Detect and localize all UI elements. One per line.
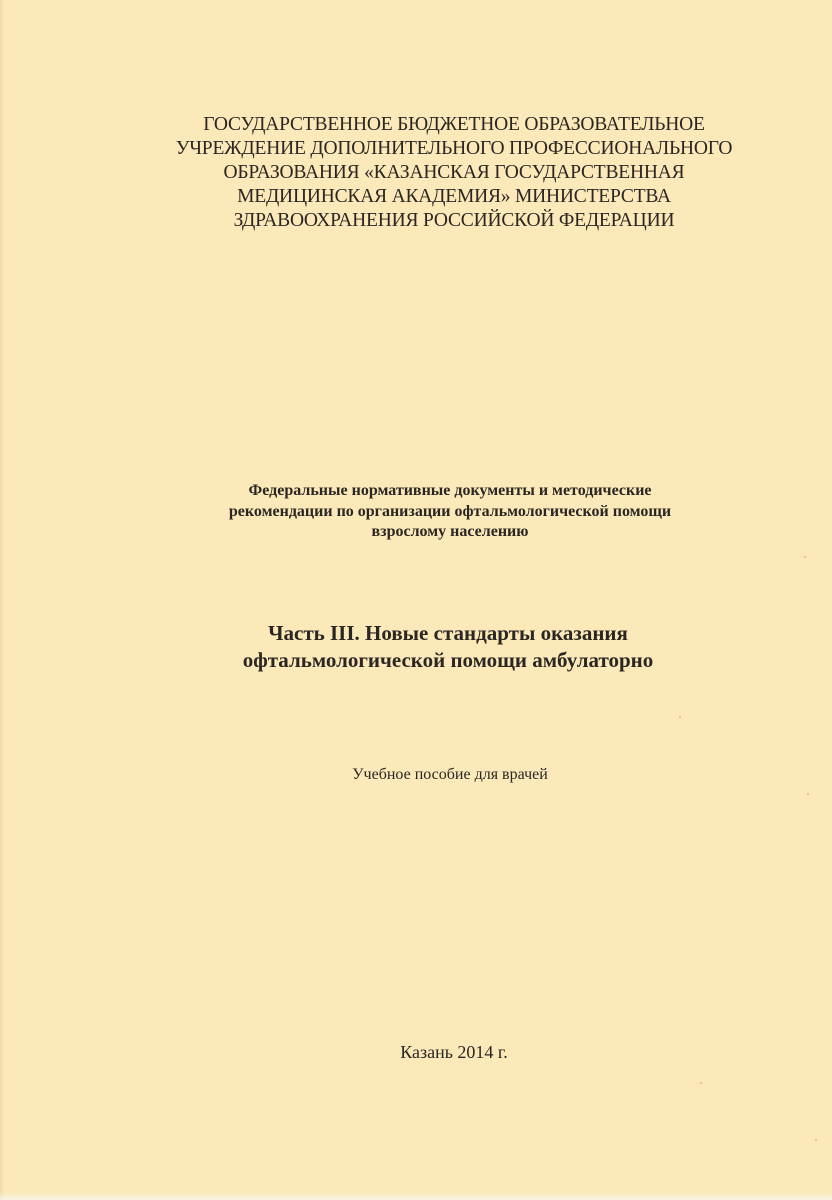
paper-speck	[679, 716, 681, 718]
paper-speck	[804, 556, 806, 558]
series-title-line: взрослому населению	[371, 523, 529, 540]
institution-line: ОБРАЗОВАНИЯ «КАЗАНСКАЯ ГОСУДАРСТВЕННАЯ	[223, 162, 685, 183]
institution-name	[38, 113, 832, 233]
paper-speck	[807, 793, 809, 795]
institution-line: ЗДРАВООХРАНЕНИЯ РОССИЙСКОЙ ФЕДЕРАЦИИ	[233, 210, 675, 231]
part-title-line: офтальмологической помощи амбулаторно	[242, 648, 654, 672]
series-title	[34, 481, 832, 543]
document-type: Учебное пособие для врачей	[352, 766, 548, 783]
paper-speck	[815, 1139, 817, 1141]
part-title	[32, 620, 832, 674]
paper-speck	[700, 1082, 702, 1084]
institution-line: МЕДИЦИНСКАЯ АКАДЕМИЯ» МИНИСТЕРСТВА	[237, 186, 671, 207]
part-title-line: Часть III. Новые стандарты оказания	[268, 621, 628, 645]
institution-line: ГОСУДАРСТВЕННОЕ БЮДЖЕТНОЕ ОБРАЗОВАТЕЛЬНОЕ	[203, 114, 705, 135]
imprint-place-year: Казань 2014 г.	[400, 1042, 508, 1062]
series-title-line: Федеральные нормативные документы и методические	[248, 482, 652, 499]
institution-line: УЧРЕЖДЕНИЕ ДОПОЛНИТЕЛЬНОГО ПРОФЕССИОНАЛЬНОГО	[175, 138, 733, 159]
series-title-line: рекомендации по организации офтальмологической помощи	[228, 502, 672, 520]
